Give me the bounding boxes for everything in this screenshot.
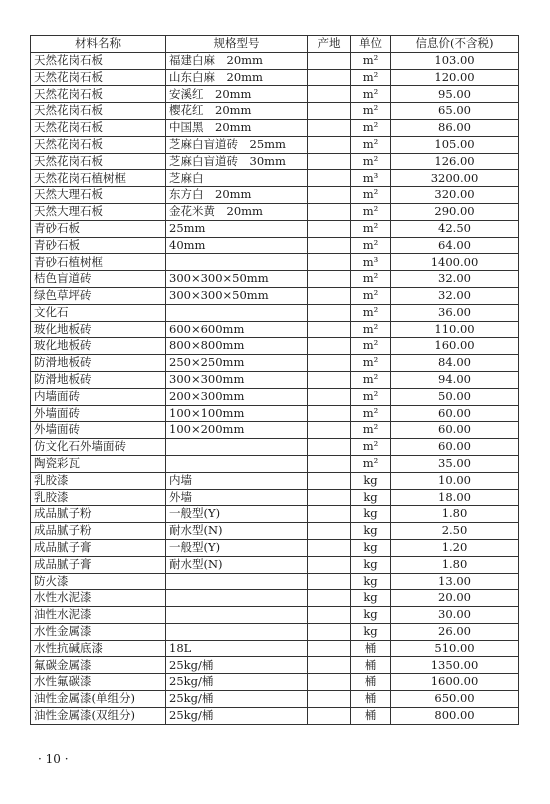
table-row — [31, 422, 519, 439]
table-row — [31, 237, 519, 254]
origin-cell — [308, 86, 351, 103]
table-row — [31, 489, 519, 506]
unit-cell: m² — [351, 388, 391, 405]
table-row — [31, 103, 519, 120]
material-name-cell: 天然花岗石板 — [31, 69, 166, 86]
unit-cell: m² — [351, 355, 391, 372]
unit-cell: kg — [351, 489, 391, 506]
origin-cell — [308, 506, 351, 523]
unit-cell: m² — [351, 439, 391, 456]
spec-cell: 300×300mm — [166, 371, 308, 388]
origin-cell — [308, 691, 351, 708]
spec-cell: 250×250mm — [166, 355, 308, 372]
unit-cell: m² — [351, 136, 391, 153]
price-cell: 290.00 — [391, 203, 519, 220]
spec-cell: 800×800mm — [166, 338, 308, 355]
origin-cell — [308, 287, 351, 304]
origin-cell — [308, 523, 351, 540]
table-row — [31, 506, 519, 523]
unit-cell: kg — [351, 472, 391, 489]
table-row — [31, 136, 519, 153]
price-cell: 42.50 — [391, 220, 519, 237]
table-row — [31, 52, 519, 69]
unit-cell: m² — [351, 119, 391, 136]
price-cell: 64.00 — [391, 237, 519, 254]
unit-cell: m² — [351, 220, 391, 237]
unit-cell: m² — [351, 304, 391, 321]
spec-cell: 300×300×50mm — [166, 271, 308, 288]
origin-cell — [308, 338, 351, 355]
spec-cell: 25kg/桶 — [166, 657, 308, 674]
table-row — [31, 539, 519, 556]
unit-cell: m² — [351, 103, 391, 120]
unit-cell: m² — [351, 187, 391, 204]
unit-cell: m² — [351, 405, 391, 422]
spec-cell — [166, 590, 308, 607]
price-cell: 18.00 — [391, 489, 519, 506]
header-material-name: 材料名称 — [31, 36, 166, 53]
unit-cell: kg — [351, 590, 391, 607]
origin-cell — [308, 254, 351, 271]
spec-cell: 100×100mm — [166, 405, 308, 422]
material-name-cell: 外墙面砖 — [31, 405, 166, 422]
material-name-cell: 天然大理石板 — [31, 203, 166, 220]
origin-cell — [308, 590, 351, 607]
table-row — [31, 220, 519, 237]
table-row — [31, 556, 519, 573]
unit-cell: m² — [351, 153, 391, 170]
origin-cell — [308, 153, 351, 170]
spec-cell: 内墙 — [166, 472, 308, 489]
table-row — [31, 439, 519, 456]
price-cell: 1600.00 — [391, 674, 519, 691]
price-cell: 65.00 — [391, 103, 519, 120]
material-name-cell: 成品腻子膏 — [31, 539, 166, 556]
material-name-cell: 天然花岗石板 — [31, 86, 166, 103]
table-row — [31, 674, 519, 691]
material-name-cell: 乳胶漆 — [31, 489, 166, 506]
price-cell: 1350.00 — [391, 657, 519, 674]
spec-cell: 25mm — [166, 220, 308, 237]
spec-cell: 福建白麻 20mm — [166, 52, 308, 69]
unit-cell: 桶 — [351, 691, 391, 708]
spec-cell: 中国黑 20mm — [166, 119, 308, 136]
origin-cell — [308, 640, 351, 657]
spec-cell: 25kg/桶 — [166, 707, 308, 724]
price-cell: 94.00 — [391, 371, 519, 388]
price-cell: 510.00 — [391, 640, 519, 657]
table-row — [31, 153, 519, 170]
price-cell: 10.00 — [391, 472, 519, 489]
origin-cell — [308, 657, 351, 674]
price-cell: 110.00 — [391, 321, 519, 338]
material-name-cell: 仿文化石外墙面砖 — [31, 439, 166, 456]
origin-cell — [308, 220, 351, 237]
unit-cell: m² — [351, 52, 391, 69]
unit-cell: 桶 — [351, 640, 391, 657]
table-row — [31, 254, 519, 271]
unit-cell: m² — [351, 287, 391, 304]
material-name-cell: 防滑地板砖 — [31, 355, 166, 372]
table-row — [31, 405, 519, 422]
material-name-cell: 成品腻子膏 — [31, 556, 166, 573]
material-name-cell: 青砂石板 — [31, 220, 166, 237]
origin-cell — [308, 573, 351, 590]
price-cell: 160.00 — [391, 338, 519, 355]
material-name-cell: 油性水泥漆 — [31, 607, 166, 624]
origin-cell — [308, 707, 351, 724]
material-name-cell: 文化石 — [31, 304, 166, 321]
material-name-cell: 青砂石植树框 — [31, 254, 166, 271]
unit-cell: kg — [351, 506, 391, 523]
table-row — [31, 573, 519, 590]
origin-cell — [308, 170, 351, 187]
price-cell: 126.00 — [391, 153, 519, 170]
table-row — [31, 304, 519, 321]
origin-cell — [308, 321, 351, 338]
spec-cell: 18L — [166, 640, 308, 657]
table-row — [31, 271, 519, 288]
spec-cell — [166, 439, 308, 456]
price-cell: 86.00 — [391, 119, 519, 136]
price-cell: 1.80 — [391, 556, 519, 573]
table-body — [31, 52, 519, 724]
material-name-cell: 玻化地板砖 — [31, 338, 166, 355]
price-cell: 1400.00 — [391, 254, 519, 271]
table-row — [31, 707, 519, 724]
spec-cell: 金花米黄 20mm — [166, 203, 308, 220]
material-name-cell: 水性水泥漆 — [31, 590, 166, 607]
origin-cell — [308, 439, 351, 456]
spec-cell: 25kg/桶 — [166, 691, 308, 708]
unit-cell: kg — [351, 523, 391, 540]
origin-cell — [308, 237, 351, 254]
price-cell: 32.00 — [391, 287, 519, 304]
table-row — [31, 69, 519, 86]
unit-cell: m² — [351, 203, 391, 220]
unit-cell: 桶 — [351, 707, 391, 724]
unit-cell: kg — [351, 573, 391, 590]
origin-cell — [308, 136, 351, 153]
unit-cell: m² — [351, 271, 391, 288]
price-cell: 60.00 — [391, 405, 519, 422]
table-row — [31, 640, 519, 657]
price-cell: 60.00 — [391, 439, 519, 456]
spec-cell: 樱花红 20mm — [166, 103, 308, 120]
price-cell: 3200.00 — [391, 170, 519, 187]
price-cell: 103.00 — [391, 52, 519, 69]
header-price: 信息价(不含税) — [391, 36, 519, 53]
price-cell: 26.00 — [391, 623, 519, 640]
material-name-cell: 防火漆 — [31, 573, 166, 590]
header-unit: 单位 — [351, 36, 391, 53]
table-row — [31, 455, 519, 472]
origin-cell — [308, 103, 351, 120]
price-cell: 35.00 — [391, 455, 519, 472]
spec-cell: 芝麻白盲道砖 25mm — [166, 136, 308, 153]
material-name-cell: 天然花岗石板 — [31, 119, 166, 136]
spec-cell — [166, 623, 308, 640]
material-name-cell: 玻化地板砖 — [31, 321, 166, 338]
price-cell: 105.00 — [391, 136, 519, 153]
origin-cell — [308, 623, 351, 640]
spec-cell — [166, 254, 308, 271]
header-spec: 规格型号 — [166, 36, 308, 53]
spec-cell — [166, 607, 308, 624]
material-name-cell: 防滑地板砖 — [31, 371, 166, 388]
origin-cell — [308, 405, 351, 422]
table-row — [31, 321, 519, 338]
table-row — [31, 287, 519, 304]
price-cell: 1.80 — [391, 506, 519, 523]
origin-cell — [308, 271, 351, 288]
spec-cell: 山东白麻 20mm — [166, 69, 308, 86]
page-number: · 10 · — [38, 752, 69, 766]
material-name-cell: 水性金属漆 — [31, 623, 166, 640]
origin-cell — [308, 69, 351, 86]
price-cell: 60.00 — [391, 422, 519, 439]
origin-cell — [308, 388, 351, 405]
table-row — [31, 523, 519, 540]
origin-cell — [308, 607, 351, 624]
origin-cell — [308, 472, 351, 489]
price-cell: 50.00 — [391, 388, 519, 405]
price-cell: 650.00 — [391, 691, 519, 708]
table-row — [31, 338, 519, 355]
table-row — [31, 119, 519, 136]
table-row — [31, 590, 519, 607]
unit-cell: kg — [351, 623, 391, 640]
spec-cell — [166, 304, 308, 321]
table-row — [31, 187, 519, 204]
unit-cell: m² — [351, 371, 391, 388]
spec-cell: 外墙 — [166, 489, 308, 506]
material-name-cell: 天然花岗石板 — [31, 136, 166, 153]
origin-cell — [308, 304, 351, 321]
price-cell: 20.00 — [391, 590, 519, 607]
material-name-cell: 桔色盲道砖 — [31, 271, 166, 288]
origin-cell — [308, 371, 351, 388]
spec-cell: 300×300×50mm — [166, 287, 308, 304]
header-origin: 产地 — [308, 36, 351, 53]
price-cell: 84.00 — [391, 355, 519, 372]
origin-cell — [308, 674, 351, 691]
unit-cell: 桶 — [351, 674, 391, 691]
material-name-cell: 天然大理石板 — [31, 187, 166, 204]
unit-cell: 桶 — [351, 657, 391, 674]
table-row — [31, 371, 519, 388]
origin-cell — [308, 187, 351, 204]
unit-cell: kg — [351, 539, 391, 556]
spec-cell: 一般型(Y) — [166, 506, 308, 523]
origin-cell — [308, 355, 351, 372]
price-cell: 95.00 — [391, 86, 519, 103]
material-name-cell: 天然花岗石板 — [31, 52, 166, 69]
table-row — [31, 607, 519, 624]
material-name-cell: 内墙面砖 — [31, 388, 166, 405]
table-row — [31, 472, 519, 489]
price-table — [30, 35, 519, 725]
material-name-cell: 陶瓷彩瓦 — [31, 455, 166, 472]
origin-cell — [308, 489, 351, 506]
spec-cell: 100×200mm — [166, 422, 308, 439]
price-cell: 800.00 — [391, 707, 519, 724]
material-name-cell: 天然花岗石板 — [31, 153, 166, 170]
material-name-cell: 外墙面砖 — [31, 422, 166, 439]
material-name-cell: 油性金属漆(单组分) — [31, 691, 166, 708]
price-cell: 1.20 — [391, 539, 519, 556]
spec-cell: 25kg/桶 — [166, 674, 308, 691]
spec-cell: 耐水型(N) — [166, 523, 308, 540]
spec-cell — [166, 455, 308, 472]
material-name-cell: 青砂石板 — [31, 237, 166, 254]
unit-cell: m² — [351, 237, 391, 254]
table-row — [31, 388, 519, 405]
unit-cell: m² — [351, 338, 391, 355]
origin-cell — [308, 119, 351, 136]
material-name-cell: 乳胶漆 — [31, 472, 166, 489]
material-name-cell: 成品腻子粉 — [31, 523, 166, 540]
table-row — [31, 657, 519, 674]
unit-cell: m² — [351, 69, 391, 86]
table-row — [31, 86, 519, 103]
material-name-cell: 天然花岗石板 — [31, 103, 166, 120]
origin-cell — [308, 539, 351, 556]
origin-cell — [308, 422, 351, 439]
material-name-cell: 成品腻子粉 — [31, 506, 166, 523]
spec-cell: 600×600mm — [166, 321, 308, 338]
material-name-cell: 氟碳金属漆 — [31, 657, 166, 674]
price-cell: 30.00 — [391, 607, 519, 624]
spec-cell: 200×300mm — [166, 388, 308, 405]
spec-cell: 芝麻白 — [166, 170, 308, 187]
price-cell: 13.00 — [391, 573, 519, 590]
unit-cell: kg — [351, 607, 391, 624]
table-row — [31, 170, 519, 187]
origin-cell — [308, 455, 351, 472]
table-row — [31, 623, 519, 640]
unit-cell: kg — [351, 556, 391, 573]
material-name-cell: 水性氟碳漆 — [31, 674, 166, 691]
unit-cell: m² — [351, 86, 391, 103]
unit-cell: m³ — [351, 170, 391, 187]
origin-cell — [308, 203, 351, 220]
table-header-row — [31, 36, 519, 53]
material-name-cell: 水性抗碱底漆 — [31, 640, 166, 657]
material-name-cell: 天然花岗石植树框 — [31, 170, 166, 187]
material-name-cell: 油性金属漆(双组分) — [31, 707, 166, 724]
price-cell: 2.50 — [391, 523, 519, 540]
spec-cell: 一般型(Y) — [166, 539, 308, 556]
spec-cell: 东方白 20mm — [166, 187, 308, 204]
spec-cell: 耐水型(N) — [166, 556, 308, 573]
material-name-cell: 绿色草坪砖 — [31, 287, 166, 304]
table-row — [31, 355, 519, 372]
origin-cell — [308, 556, 351, 573]
spec-cell — [166, 573, 308, 590]
price-cell: 320.00 — [391, 187, 519, 204]
unit-cell: m² — [351, 422, 391, 439]
origin-cell — [308, 52, 351, 69]
price-cell: 36.00 — [391, 304, 519, 321]
unit-cell: m² — [351, 455, 391, 472]
table-row — [31, 203, 519, 220]
price-cell: 32.00 — [391, 271, 519, 288]
spec-cell: 40mm — [166, 237, 308, 254]
spec-cell: 芝麻白盲道砖 30mm — [166, 153, 308, 170]
table-row — [31, 691, 519, 708]
price-cell: 120.00 — [391, 69, 519, 86]
spec-cell: 安溪红 20mm — [166, 86, 308, 103]
unit-cell: m³ — [351, 254, 391, 271]
unit-cell: m² — [351, 321, 391, 338]
